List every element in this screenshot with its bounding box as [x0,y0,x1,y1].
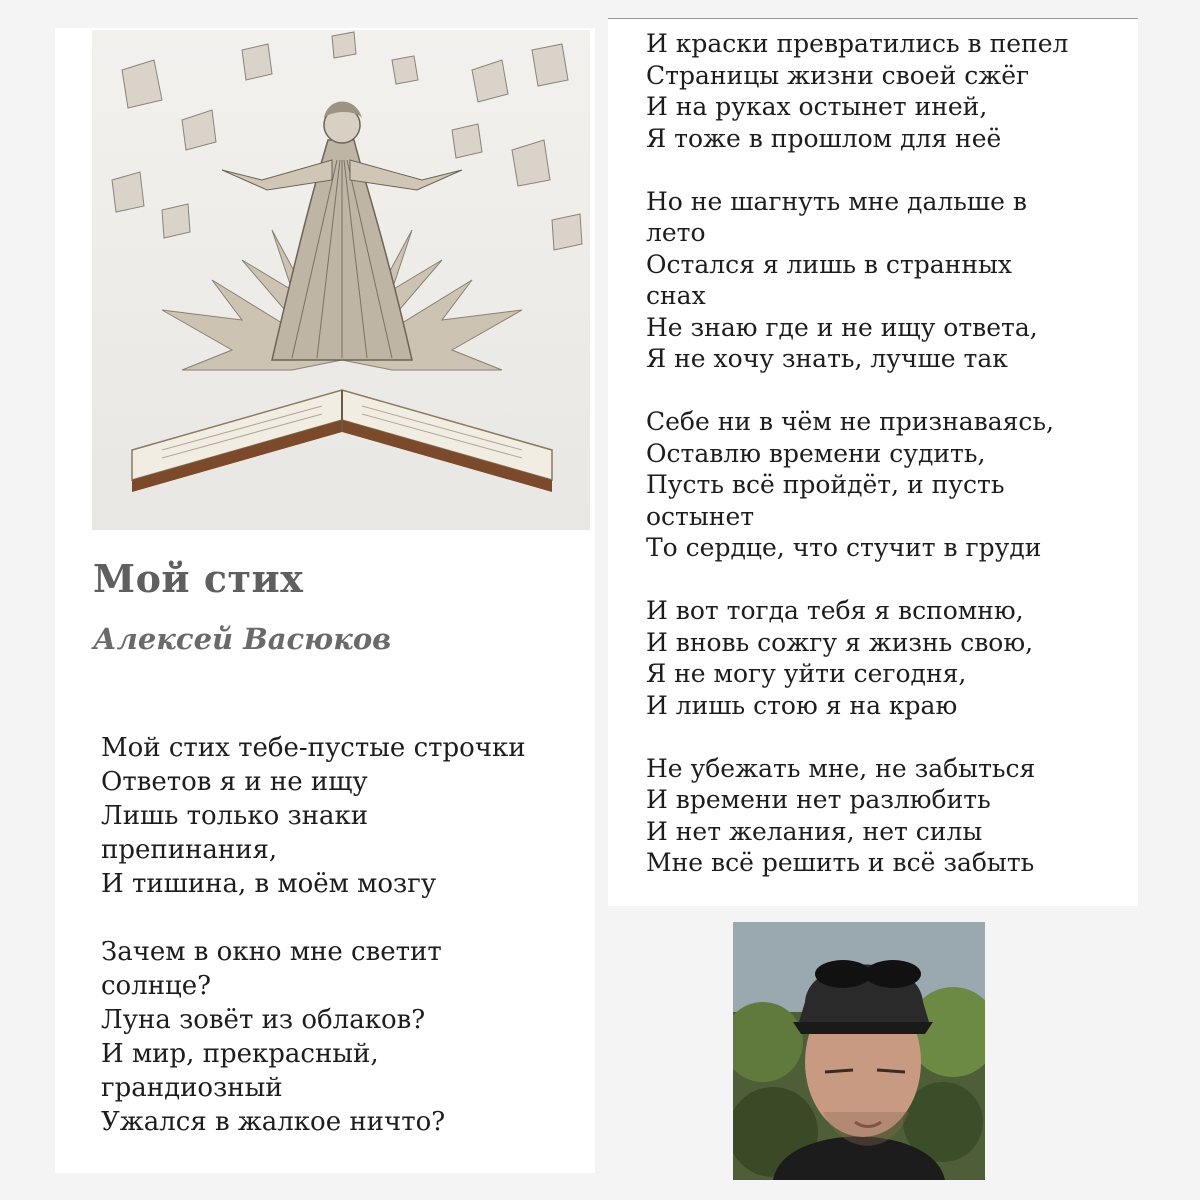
poem-line: солнце? [101,971,212,1001]
poem-line: Ответов я и не ищу [101,767,368,797]
stanza [646,186,1068,375]
poem-line: Не знаю где и не ищу ответа, [646,312,1038,342]
poem-line: И времени нет разлюбить [646,785,991,814]
poem-line: снах [646,281,706,310]
poem-line: Я не могу уйти сегодня, [646,659,967,688]
poem-line: И краски превратились в пепел [646,29,1069,58]
poem-line: Но не шагнуть мне дальше в [646,186,1027,216]
poem-line: Себе ни в чём не признаваясь, [646,407,1054,436]
poem-line: Пусть всё пройдёт, и пусть [646,470,1005,499]
poem-line: остынет [646,501,755,531]
poem-line: И мир, прекрасный, [101,1039,379,1069]
poem-line: И лишь стою я на краю [646,690,958,720]
stanza [646,753,1068,879]
poem-line: лето [646,218,706,247]
poem-right-column [646,28,1068,910]
poem-line: Ужался в жалкое ничто? [101,1107,446,1137]
poem-left-column [101,731,526,1173]
author-name: Алексей Васюков [93,622,392,656]
poem-line: Зачем в окно мне светит [101,937,442,967]
poem-line: Мой стих тебе-пустые строчки [101,733,526,763]
stanza [646,28,1068,154]
poem-line: И вот тогда тебя я вспомню, [646,596,1024,625]
poem-line: Лишь только знаки [101,801,369,831]
poem-line: грандиозный [101,1073,283,1103]
poem-line: И на руках остынет иней, [646,92,988,121]
book-figure-illustration [92,30,590,530]
poem-line: Не убежать мне, не забыться [646,753,1036,783]
poem-line: И вновь сожгу я жизнь свою, [646,627,1034,657]
stanza [646,595,1068,721]
poem-line: Оставлю времени судить, [646,438,986,468]
stanza [101,935,526,1139]
stanza [646,406,1068,564]
poem-line: Луна зовёт из облаков? [101,1005,426,1035]
poem-line: И тишина, в моём мозгу [101,869,437,899]
poem-line: Я не хочу знать, лучше так [646,344,1008,373]
poem-line: Я тоже в прошлом для неё [646,123,1002,153]
poem-title: Мой стих [93,556,304,601]
poem-line: Мне всё решить и всё забыть [646,848,1035,877]
poem-line: Остался я лишь в странных [646,249,1012,279]
poem-line: И нет желания, нет силы [646,816,983,846]
poem-line: То сердце, что стучит в груди [646,533,1042,562]
author-photo [733,922,985,1180]
poem-line: Страницы жизни своей сжёг [646,60,1030,90]
poem-line: препинания, [101,835,278,865]
stanza [101,731,526,901]
